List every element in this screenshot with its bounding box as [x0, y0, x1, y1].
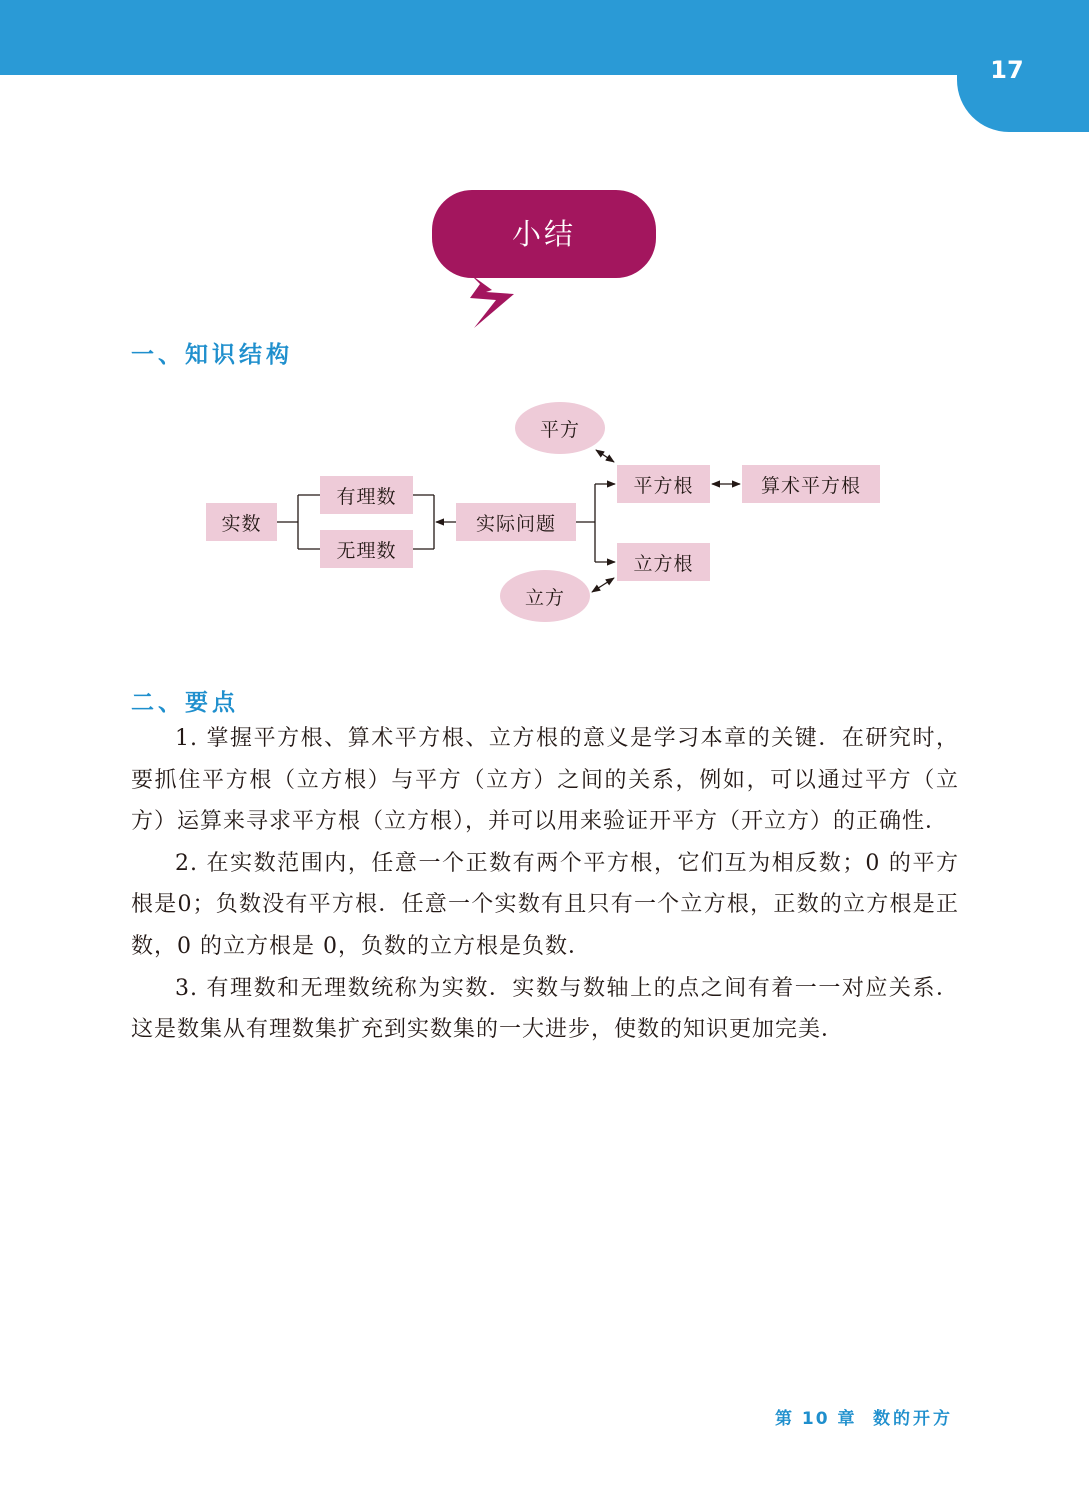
diagram-node-rational: 有理数 [320, 476, 413, 514]
diagram-node-square-root: 平方根 [617, 465, 710, 503]
knowledge-structure-diagram [0, 380, 1089, 640]
footer-chapter-number: 第 10 章 [775, 1409, 857, 1429]
key-point-paragraph: 3. 有理数和无理数统称为实数．实数与数轴上的点之间有着一一对应关系．这是数集从有理数集扩充到实数集的一大进步，使数的知识更加完美． [131, 975, 959, 1043]
diagram-node-arithmetic-square-root: 算术平方根 [742, 465, 880, 503]
diagram-node-irrational: 无理数 [320, 530, 413, 568]
key-points-body [131, 718, 959, 1051]
diagram-node-cube: 立方 [500, 570, 590, 622]
diagram-node-cube-root: 立方根 [617, 543, 710, 581]
section-heading-key-points: 二、要点 [131, 690, 239, 716]
summary-title: 小结 [511, 217, 576, 251]
key-point-paragraph: 2. 在实数范围内，任意一个正数有两个平方根，它们互为相反数；0 的平方根是0；负数没有平方根．任意一个实数有且只有一个立方根，正数的立方根是正数，0 的立方根是 0，负数的立方根是负数． [131, 850, 959, 959]
header-band [0, 0, 1089, 75]
diagram-node-practical-problem: 实际问题 [456, 503, 576, 541]
section-heading-knowledge-structure: 一、知识结构 [131, 342, 293, 368]
diagram-node-real-numbers: 实数 [206, 503, 277, 541]
footer-chapter-title: 数的开方 [873, 1409, 953, 1429]
page-number: 17 [990, 56, 1024, 84]
key-point-paragraph: 1. 掌握平方根、算术平方根、立方根的意义是学习本章的关键．在研究时，要抓住平方根（立方根）与平方（立方）之间的关系，例如，可以通过平方（立方）运算来寻求平方根（立方根），并可以用来验证开平方（开立方）的正确性． [131, 726, 959, 835]
diagram-node-square: 平方 [515, 402, 605, 454]
